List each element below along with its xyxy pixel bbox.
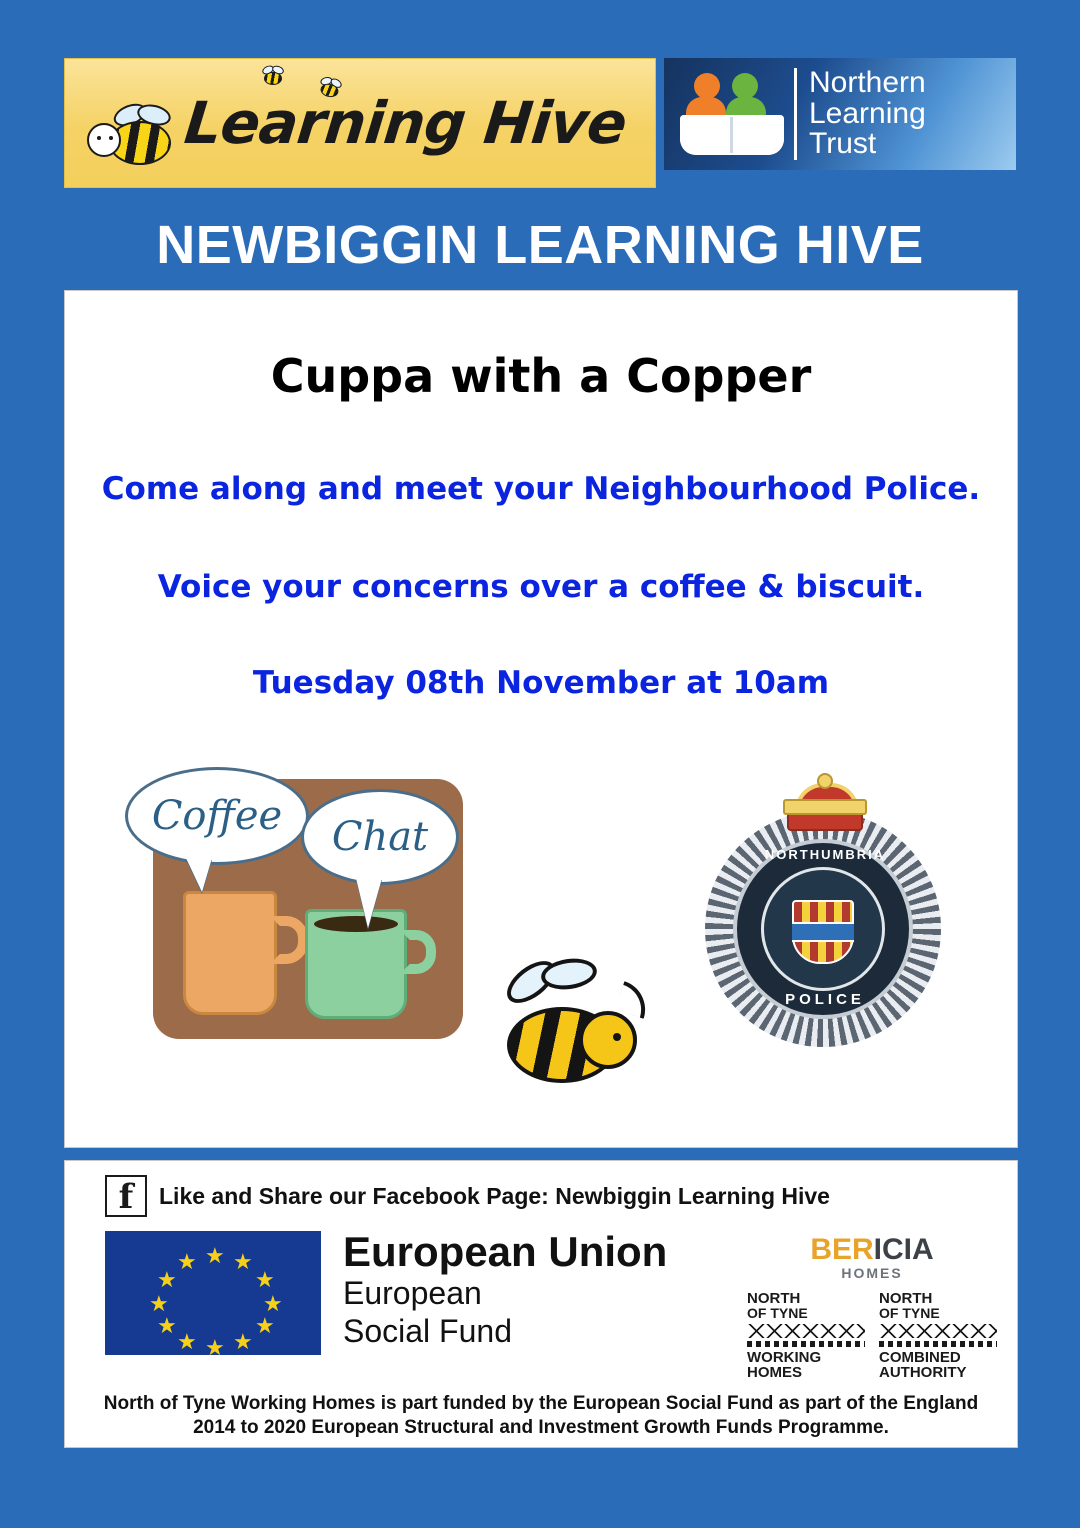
nt-working-line-1: NORTH: [747, 1290, 801, 1307]
small-bee-icon: [260, 67, 286, 85]
badge-top-text: NORTHUMBRIA: [764, 847, 886, 862]
eu-funding-text: [343, 1228, 747, 1349]
orange-mug-icon: [183, 891, 277, 1015]
eu-flag-icon: ★ ★ ★ ★ ★ ★ ★ ★ ★ ★ ★ ★: [105, 1231, 321, 1355]
trust-line-1: Northern: [809, 66, 926, 100]
chat-speech-bubble: Chat: [301, 789, 459, 885]
nt-working-line-3: WORKING: [747, 1348, 822, 1366]
eu-title: European Union: [343, 1228, 668, 1275]
event-heading: Cuppa with a Copper: [270, 349, 812, 403]
trust-wordmark: [809, 68, 926, 160]
nt-working-line-4: HOMES: [747, 1363, 803, 1381]
bernicia-part-1: BER: [810, 1233, 874, 1266]
facebook-label: Like and Share our Facebook Page: Newbiggin Learning Hive: [159, 1182, 830, 1209]
partner-logos: [747, 1231, 997, 1380]
footer-panel: [64, 1160, 1018, 1448]
northern-learning-trust-logo: [664, 58, 1016, 170]
bee-illustration-icon: [485, 955, 655, 1105]
coffee-speech-bubble: Coffee: [125, 767, 309, 865]
event-line-2: Voice your concerns over a coffee & biscuit.: [157, 569, 925, 605]
event-datetime: Tuesday 08th November at 10am: [252, 665, 830, 701]
trust-line-2: Learning: [809, 96, 926, 130]
wave-icon: [879, 1341, 997, 1347]
hills-icon: [879, 1324, 997, 1338]
trust-line-3: Trust: [809, 127, 877, 161]
funding-note: North of Tyne Working Homes is part funded by the European Social Fund as part of the England 2014 to 2020 European Structural and Investment Growth Funds Programme.: [103, 1393, 979, 1438]
eu-sub-line-2: Social Fund: [343, 1312, 512, 1349]
nt-combined-line-4: AUTHORITY: [879, 1363, 967, 1381]
bee-icon: [87, 107, 179, 169]
learning-hive-wordmark: Learning Hive: [181, 89, 630, 157]
facebook-icon[interactable]: f: [105, 1175, 147, 1217]
nt-working-line-2: OF TYNE: [747, 1305, 808, 1322]
crown-icon: [781, 775, 865, 831]
header-logos: [64, 58, 1016, 170]
hills-icon: [747, 1324, 865, 1338]
main-content-card: [64, 290, 1018, 1148]
eu-sub-line-1: European: [343, 1274, 482, 1311]
facebook-row[interactable]: [105, 1175, 997, 1217]
nt-combined-line-2: OF TYNE: [879, 1305, 940, 1322]
logo-divider: [794, 68, 797, 160]
north-of-tyne-logos: [747, 1291, 997, 1380]
event-line-1: Come along and meet your Neighbourhood Police.: [101, 471, 981, 507]
nt-combined-line-1: NORTH: [879, 1290, 933, 1307]
bernicia-part-2: ICIA: [873, 1233, 934, 1266]
badge-center: [761, 867, 885, 991]
bernicia-subtitle: HOMES: [841, 1265, 903, 1281]
north-of-tyne-working-homes-logo: [747, 1291, 865, 1380]
funders-row: [85, 1228, 997, 1381]
learning-hive-logo: [64, 58, 656, 188]
north-of-tyne-combined-authority-logo: [879, 1291, 997, 1380]
people-book-icon: [672, 65, 790, 163]
badge-bottom-text: POLICE: [785, 991, 865, 1008]
page-title: NEWBIGGIN LEARNING HIVE: [156, 215, 924, 275]
wave-icon: [747, 1341, 865, 1347]
nt-combined-line-3: COMBINED: [879, 1348, 961, 1366]
coffee-chat-illustration: [153, 779, 463, 1039]
badge-shield-icon: [792, 900, 854, 964]
illustrations-row: [65, 769, 1019, 1139]
bernicia-logo: [747, 1233, 997, 1267]
northumbria-police-badge: [685, 769, 965, 1069]
